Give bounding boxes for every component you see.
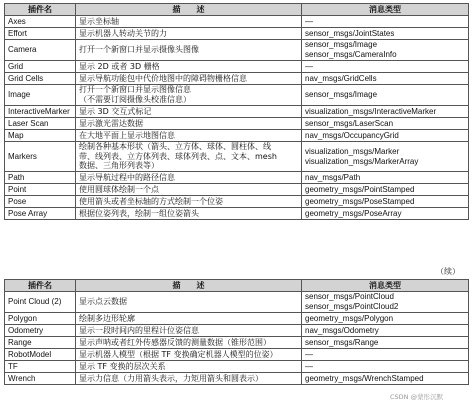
message-type-line: nav_msgs/Path [305, 172, 361, 182]
description-line: 显示 2D 或者 3D 栅格 [79, 61, 160, 71]
description-line: 显示 TF 变换的层次关系 [79, 361, 166, 371]
message-type-line: — [305, 361, 313, 371]
description-line: 显示点云数据 [79, 297, 127, 307]
message-type-cell [302, 184, 469, 196]
description-cell [76, 40, 302, 61]
description-line: 带、线列表、立方体列表、球体列表、点、文本、mesh [79, 151, 277, 161]
description-line: 显示机器人模型（根据 TF 变换确定机器人模型的位姿） [79, 349, 278, 359]
header-message-type: 消息类型 [302, 4, 469, 16]
description-cell [76, 313, 302, 325]
message-type-cell [302, 361, 469, 373]
message-type-line: — [305, 349, 313, 359]
header-plugin-name: 插件名 [5, 280, 76, 292]
description-line: 绘制多边形轮廓 [79, 313, 135, 323]
description-cell [76, 337, 302, 349]
message-type-cell [302, 40, 469, 61]
description-line: 绘制各种基本形状（箭头、立方体、球体、圆柱体、线 [79, 142, 271, 152]
plugin-name-cell: Range [5, 337, 76, 349]
plugin-name-cell: Grid Cells [5, 73, 76, 85]
table-row [5, 337, 469, 349]
table-row [5, 325, 469, 337]
plugin-name-cell: Odometry [5, 325, 76, 337]
description-line: 显示声呐或者红外传感器反馈的测量数据（锥形范围） [79, 337, 271, 347]
plugin-name-cell: Markers [5, 142, 76, 172]
table-row [5, 373, 469, 385]
plugin-name-cell: TF [5, 361, 76, 373]
message-type-line: — [305, 16, 313, 26]
table-row [5, 40, 469, 61]
plugin-name-cell: Point [5, 184, 76, 196]
message-type-cell [302, 325, 469, 337]
description-line: 打开一个新窗口并显示图像信息 [79, 85, 191, 95]
table-row [5, 130, 469, 142]
description-cell [76, 106, 302, 118]
plugin-name-cell: InteractiveMarker [5, 106, 76, 118]
header-plugin-name: 插件名 [5, 4, 76, 16]
plugin-name-cell: RobotModel [5, 349, 76, 361]
plugin-name-cell: Effort [5, 28, 76, 40]
description-cell [76, 73, 302, 85]
message-type-line: geometry_msgs/Polygon [305, 313, 394, 323]
message-type-line: visualization_msgs/MarkerArray [305, 156, 419, 166]
message-type-cell [302, 292, 469, 313]
message-type-line: visualization_msgs/Marker [305, 146, 400, 156]
description-cell [76, 292, 302, 313]
description-line: 显示坐标轴 [79, 16, 119, 26]
message-type-line: sensor_msgs/Image [305, 40, 378, 50]
message-type-line: nav_msgs/Odometry [305, 325, 379, 335]
description-cell [76, 349, 302, 361]
description-line: （不需要订阅摄像头校准信息） [79, 95, 191, 104]
description-line: 显示力信息（力用箭头表示，力矩用箭头和圆表示） [79, 373, 263, 383]
plugin-name-cell: Pose Array [5, 208, 76, 220]
description-line: 显示激光雷达数据 [79, 118, 143, 128]
table-row [5, 106, 469, 118]
message-type-line: geometry_msgs/PoseArray [305, 208, 402, 218]
description-line: 打开一个新窗口并显示摄像头图像 [79, 45, 199, 55]
message-type-cell [302, 118, 469, 130]
plugin-name-cell: Pose [5, 196, 76, 208]
header-description: 描 述 [76, 280, 302, 292]
description-cell [76, 325, 302, 337]
table-row [5, 118, 469, 130]
table-row [5, 196, 469, 208]
plugin-name-cell: Path [5, 172, 76, 184]
plugin-name-cell: Camera [5, 40, 76, 61]
continued-label: （续） [436, 267, 460, 276]
description-line: 根据位姿列表，绘制一组位姿箭头 [79, 208, 199, 218]
message-type-line: nav_msgs/OccupancyGrid [305, 130, 399, 140]
header-message-type: 消息类型 [302, 280, 469, 292]
description-cell [76, 61, 302, 73]
table-header-row [5, 4, 469, 16]
description-line: 使用圆球体绘制一个点 [79, 184, 159, 194]
message-type-line: — [305, 61, 313, 71]
message-type-line: sensor_msgs/CameraInfo [305, 50, 397, 59]
table-row [5, 142, 469, 172]
description-cell [76, 172, 302, 184]
message-type-line: nav_msgs/GridCells [305, 73, 377, 83]
table-row [5, 208, 469, 220]
message-type-line: sensor_msgs/Image [305, 90, 378, 100]
message-type-line: sensor_msgs/JointStates [305, 28, 395, 38]
plugin-name-cell: Axes [5, 16, 76, 28]
message-type-line: sensor_msgs/Range [305, 337, 379, 347]
plugin-name-cell: Polygon [5, 313, 76, 325]
plugin-name-cell: Grid [5, 61, 76, 73]
plugin-table [4, 3, 469, 220]
table-row [5, 73, 469, 85]
description-line: 使用箭头或者坐标轴的方式绘制一个位姿 [79, 196, 223, 206]
description-line: 数据、三角形列表等） [79, 161, 159, 171]
message-type-cell [302, 349, 469, 361]
message-type-line: geometry_msgs/PointStamped [305, 184, 415, 194]
table-row [5, 361, 469, 373]
description-cell [76, 130, 302, 142]
description-line: 显示导航过程中的路径信息 [79, 172, 175, 182]
message-type-cell [302, 61, 469, 73]
message-type-cell [302, 172, 469, 184]
description-cell [76, 208, 302, 220]
message-type-cell [302, 106, 469, 118]
description-line: 在大地平面上显示地图信息 [79, 130, 175, 140]
description-cell [76, 373, 302, 385]
description-line: 显示 3D 交互式标记 [79, 106, 152, 116]
table-row [5, 184, 469, 196]
watermark: CSDN @蒙彤沉默 [390, 393, 444, 401]
description-line: 显示一段时间内的里程计位姿信息 [79, 325, 199, 335]
plugin-name-cell: Wrench [5, 373, 76, 385]
message-type-cell [302, 16, 469, 28]
description-line: 显示机器人转动关节的力 [79, 28, 167, 38]
plugin-name-cell: Image [5, 85, 76, 106]
message-type-line: sensor_msgs/PointCloud2 [305, 302, 399, 311]
message-type-cell [302, 208, 469, 220]
description-line: 显示导航功能包中代价地图中的障碍物栅格信息 [79, 73, 247, 83]
description-cell [76, 16, 302, 28]
plugin-name-cell: Point Cloud (2) [5, 292, 76, 313]
table-row [5, 313, 469, 325]
table-row [5, 349, 469, 361]
header-description: 描 述 [76, 4, 302, 16]
plugin-table-continued [4, 279, 469, 385]
table-row [5, 28, 469, 40]
message-type-cell [302, 196, 469, 208]
message-type-line: visualization_msgs/InteractiveMarker [305, 106, 437, 116]
table-header-row [5, 280, 469, 292]
message-type-cell [302, 337, 469, 349]
message-type-cell [302, 313, 469, 325]
message-type-cell [302, 142, 469, 172]
message-type-cell [302, 130, 469, 142]
table-row [5, 16, 469, 28]
message-type-line: sensor_msgs/LaserScan [305, 118, 394, 128]
message-type-line: geometry_msgs/WrenchStamped [305, 373, 424, 383]
message-type-cell [302, 28, 469, 40]
table-row [5, 85, 469, 106]
message-type-line: geometry_msgs/PoseStamped [305, 196, 415, 206]
description-cell [76, 118, 302, 130]
table-row [5, 61, 469, 73]
description-cell [76, 28, 302, 40]
table-row [5, 172, 469, 184]
message-type-cell [302, 373, 469, 385]
description-cell [76, 85, 302, 106]
description-cell [76, 361, 302, 373]
description-cell [76, 196, 302, 208]
message-type-cell [302, 85, 469, 106]
plugin-name-cell: Map [5, 130, 76, 142]
description-cell [76, 184, 302, 196]
message-type-line: sensor_msgs/PointCloud [305, 292, 394, 302]
message-type-cell [302, 73, 469, 85]
plugin-name-cell: Laser Scan [5, 118, 76, 130]
table-row [5, 292, 469, 313]
description-cell [76, 142, 302, 172]
